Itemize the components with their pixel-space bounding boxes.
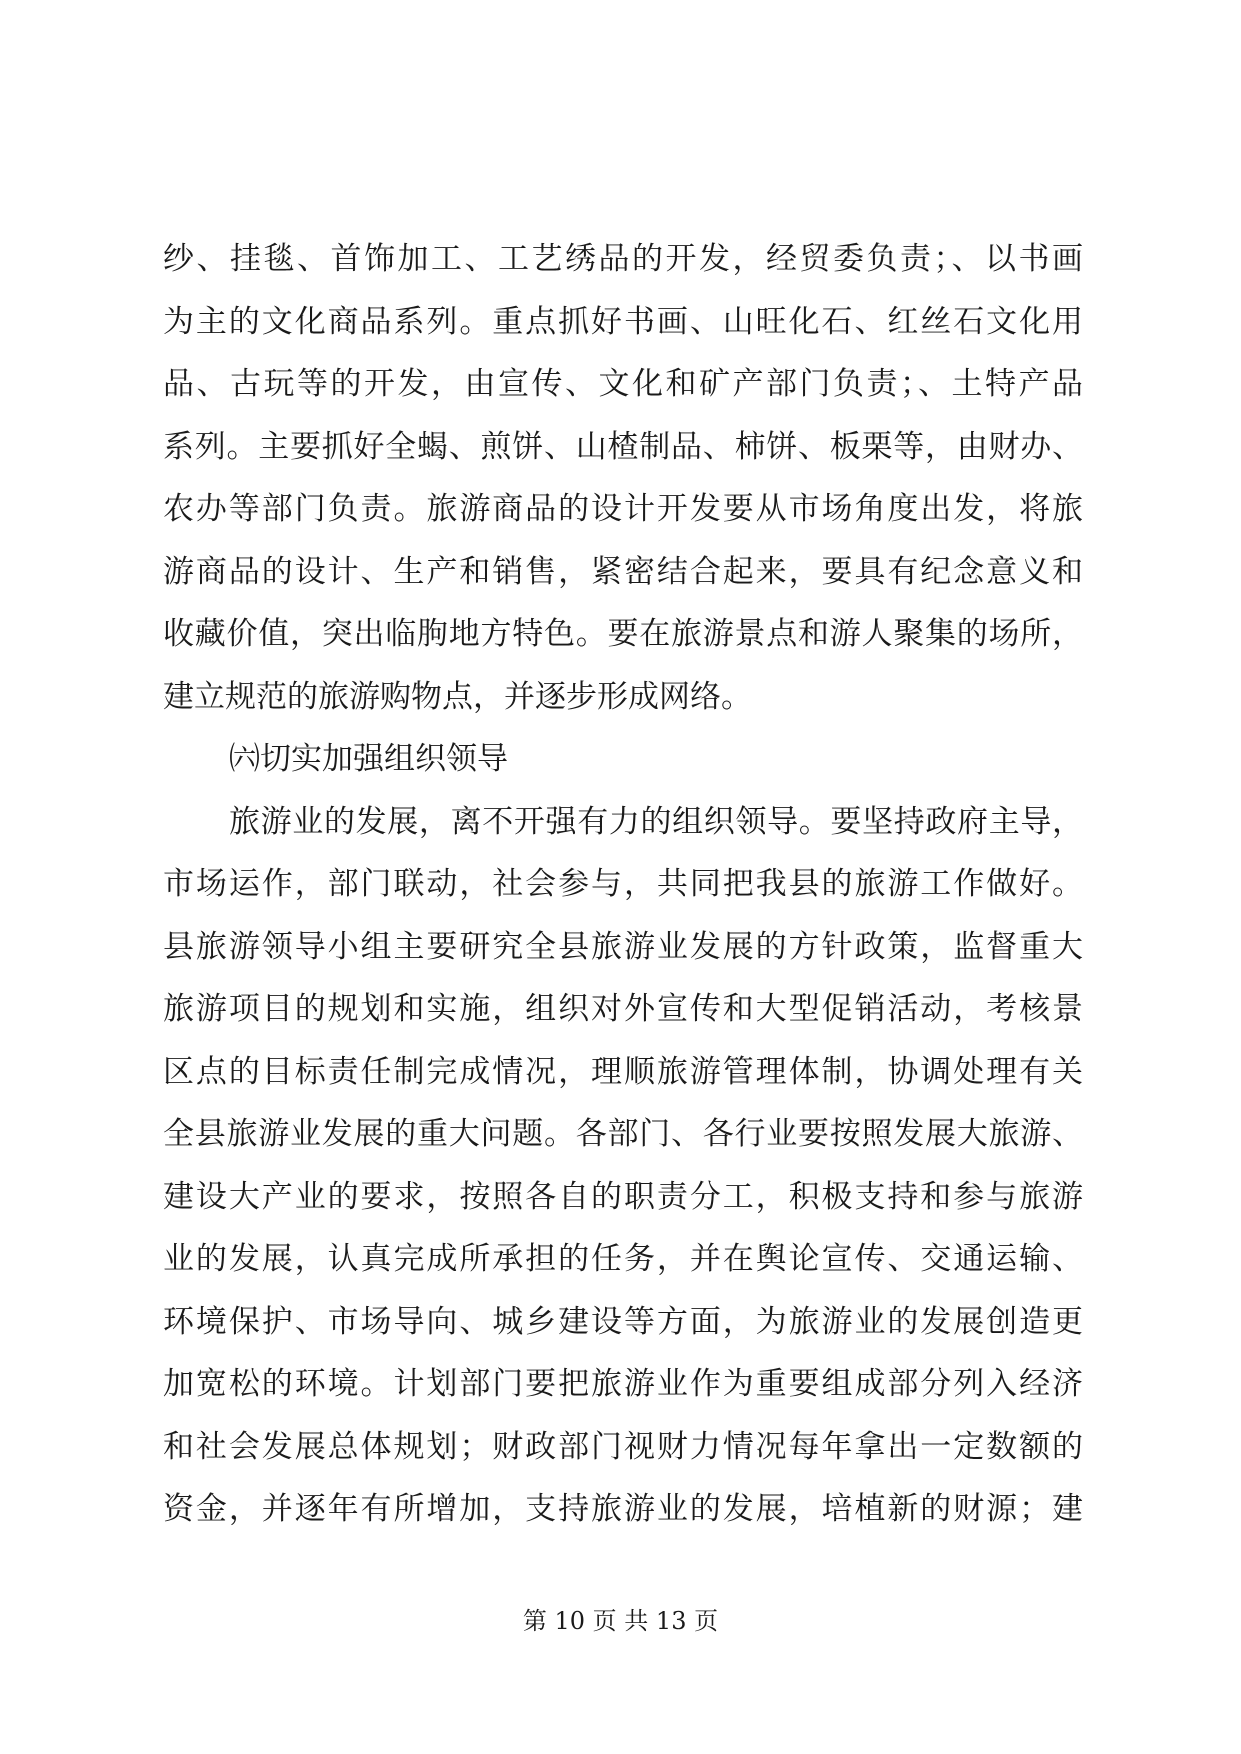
text-line: 系列。主要抓好全蝎、煎饼、山楂制品、柿饼、板栗等，由财办、	[163, 428, 1083, 465]
text-line: 资金，并逐年有所增加，支持旅游业的发展，培植新的财源；建	[163, 1491, 1083, 1527]
text-line: 为主的文化商品系列。重点抓好书画、山旺化石、红丝石文化用	[163, 303, 1083, 340]
text-line: 区点的目标责任制完成情况，理顺旅游管理体制，协调处理有关	[163, 1053, 1083, 1090]
text-line: 旅游项目的规划和实施，组织对外宣传和大型促销活动，考核景	[163, 991, 1083, 1027]
text-line: 纱、挂毯、首饰加工、工艺绣品的开发，经贸委负责；、以书画	[163, 241, 1083, 277]
section-heading: ㈥切实加强组织领导	[229, 741, 508, 777]
text-line: 市场运作，部门联动，社会参与，共同把我县的旅游工作做好。	[163, 866, 1083, 902]
text-line: 收藏价值，突出临朐地方特色。要在旅游景点和游人聚集的场所，	[163, 616, 1083, 652]
text-line: 旅游业的发展，离不开强有力的组织领导。要坚持政府主导，	[229, 803, 1083, 840]
page-number-footer: 第 10 页 共 13 页	[522, 1607, 719, 1635]
body-text	[163, 228, 1083, 1541]
text-line: 加宽松的环境。计划部门要把旅游业作为重要组成部分列入经济	[163, 1366, 1083, 1402]
text-line: 建立规范的旅游购物点，并逐步形成网络。	[163, 678, 752, 715]
text-line: 农办等部门负责。旅游商品的设计开发要从市场角度出发，将旅	[163, 491, 1083, 527]
text-line: 品、古玩等的开发，由宣传、文化和矿产部门负责；、土特产品	[163, 366, 1083, 402]
text-line: 县旅游领导小组主要研究全县旅游业发展的方针政策，监督重大	[163, 928, 1083, 965]
text-line: 游商品的设计、生产和销售，紧密结合起来，要具有纪念意义和	[163, 553, 1083, 590]
text-line: 和社会发展总体规划；财政部门视财力情况每年拿出一定数额的	[163, 1428, 1083, 1465]
text-line: 业的发展，认真完成所承担的任务，并在舆论宣传、交通运输、	[163, 1241, 1083, 1277]
text-line: 全县旅游业发展的重大问题。各部门、各行业要按照发展大旅游、	[163, 1116, 1083, 1152]
text-line: 环境保护、市场导向、城乡建设等方面，为旅游业的发展创造更	[163, 1303, 1083, 1340]
text-line: 建设大产业的要求，按照各自的职责分工，积极支持和参与旅游	[163, 1178, 1083, 1215]
